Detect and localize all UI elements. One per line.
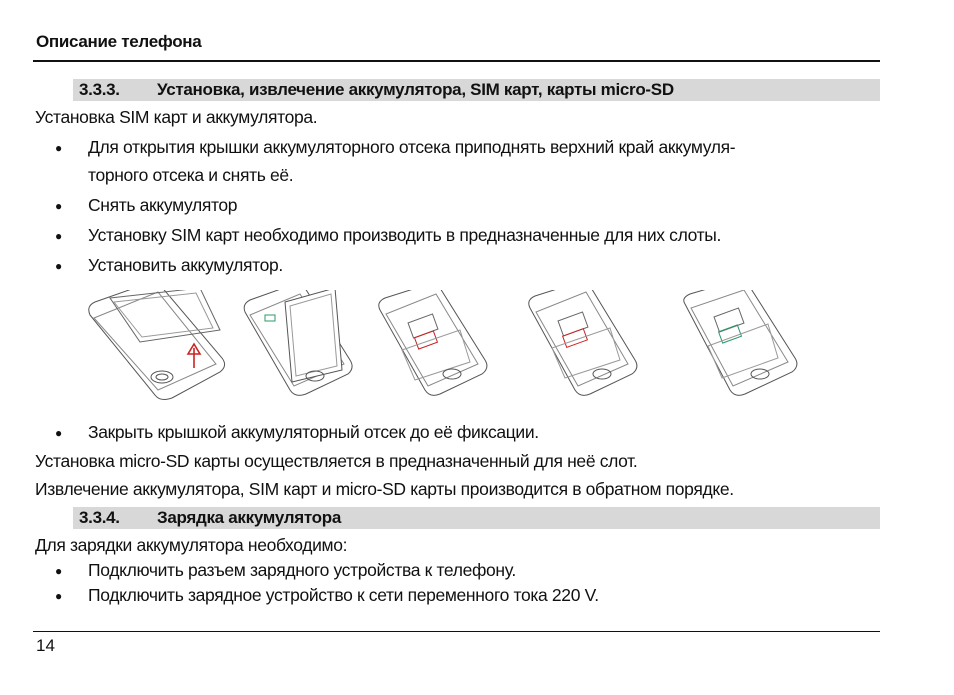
- bullet-glyph: ●: [55, 426, 63, 440]
- installation-illustrations: [80, 290, 820, 410]
- paragraph: Извлечение аккумулятора, SIM карт и micro-SD карты производится в обратном порядке.: [35, 479, 734, 499]
- bullet-glyph: ●: [55, 229, 63, 243]
- section-number: 3.3.3.: [79, 80, 120, 99]
- bullet-glyph: ●: [55, 259, 63, 273]
- running-header: Описание телефона: [36, 32, 202, 51]
- bullet-text: Снять аккумулятор: [88, 195, 238, 215]
- bullet-glyph: ●: [55, 199, 63, 213]
- intro-text: Установка SIM карт и аккумулятора.: [35, 107, 318, 127]
- sim-insert-figure: [529, 290, 637, 395]
- paragraph: Установка micro-SD карты осуществляется в предназначенный для неё слот.: [35, 451, 638, 471]
- bullet-text: Для открытия крышки аккумуляторного отсека приподнять верхний край аккумуля-: [88, 137, 736, 157]
- bullet-text: Установить аккумулятор.: [88, 255, 283, 275]
- bullet-text: Подключить зарядное устройство к сети переменного тока 220 V.: [88, 585, 599, 605]
- bullet-glyph: ●: [55, 141, 63, 155]
- intro-text: Для зарядки аккумулятора необходимо:: [35, 535, 348, 555]
- battery-removal-figure: [244, 290, 352, 395]
- page-number: 14: [36, 636, 55, 655]
- bullet-text: Закрыть крышкой аккумуляторный отсек до её фиксации.: [88, 422, 539, 442]
- bullet-glyph: ●: [55, 589, 63, 603]
- footer-rule: [33, 631, 880, 632]
- section-heading-334: [73, 507, 880, 529]
- section-title: Установка, извлечение аккумулятора, SIM карт, карты micro-SD: [157, 80, 674, 99]
- bullet-text: Подключить разъем зарядного устройства к телефону.: [88, 560, 516, 580]
- section-heading-333: [73, 79, 880, 101]
- header-rule: [33, 60, 880, 62]
- section-number: 3.3.4.: [79, 508, 120, 527]
- bullet-text-continued: торного отсека и снять её.: [88, 165, 294, 185]
- bullet-text: Установку SIM карт необходимо производить в предназначенные для них слоты.: [88, 225, 722, 245]
- sim-inserted-figure: [684, 290, 797, 395]
- bullet-glyph: ●: [55, 564, 63, 578]
- section-title: Зарядка аккумулятора: [157, 508, 341, 527]
- sim-slots-figure: [379, 290, 487, 395]
- phone-cover-removal-figure: [89, 290, 225, 399]
